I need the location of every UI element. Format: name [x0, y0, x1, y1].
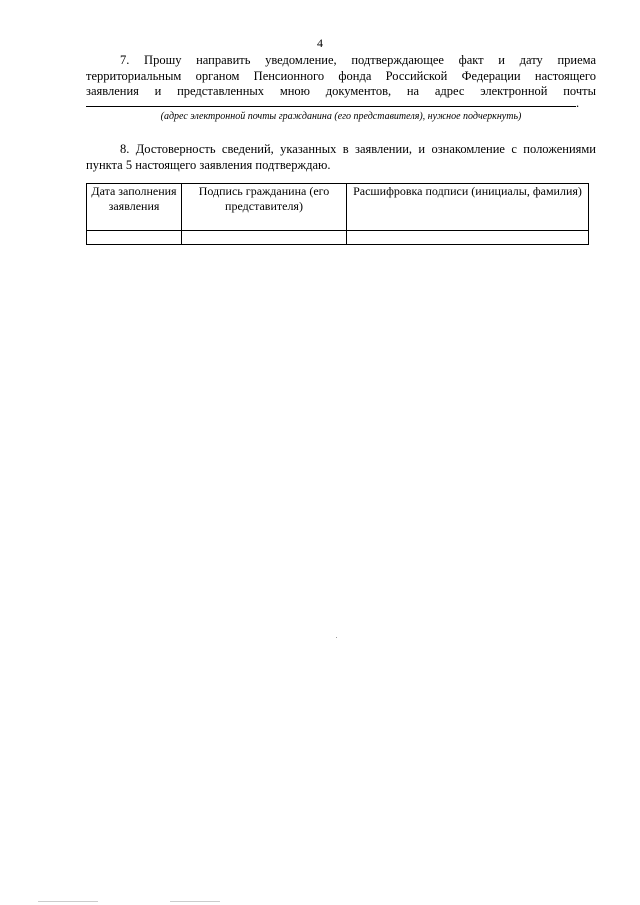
item-7-line-1: 7. Прошу направить уведомление, подтверждающее факт и дату приема: [120, 53, 596, 67]
email-address-field[interactable]: [86, 106, 576, 107]
email-line-end-dot: .: [576, 96, 580, 110]
scan-speck: [170, 901, 220, 902]
item-7-paragraph: [86, 53, 596, 100]
signature-table-header-row: [87, 184, 589, 231]
header-signature: Подпись гражданина (его представителя): [182, 184, 347, 231]
signature-decoding-cell[interactable]: [347, 231, 589, 245]
signature-table: [86, 183, 589, 245]
signature-cell[interactable]: [182, 231, 347, 245]
date-cell[interactable]: [87, 231, 182, 245]
item-7-line-2: территориальным органом Пенсионного фонда Российской Федерации настоящего: [86, 68, 596, 83]
item-7-line-3: заявления и представленных мною документов, на адрес электронной почты: [86, 84, 596, 98]
signature-table-row: [87, 231, 589, 245]
email-field-caption: (адрес электронной почты гражданина (его представителя), нужное подчеркнуть): [160, 111, 522, 122]
item-8-line-1: 8. Достоверность сведений, указанных в заявлении, и ознакомление с положениями: [120, 142, 596, 156]
header-signature-decoding: Расшифровка подписи (инициалы, фамилия): [347, 184, 589, 231]
scan-speck: [38, 901, 98, 902]
page-number: 4: [317, 36, 323, 50]
item-8-paragraph: [86, 142, 596, 173]
scan-speck: [336, 637, 337, 638]
item-8-line-2: пункта 5 настоящего заявления подтверждаю.: [86, 157, 331, 172]
header-date: Дата заполнения заявления: [87, 184, 182, 231]
